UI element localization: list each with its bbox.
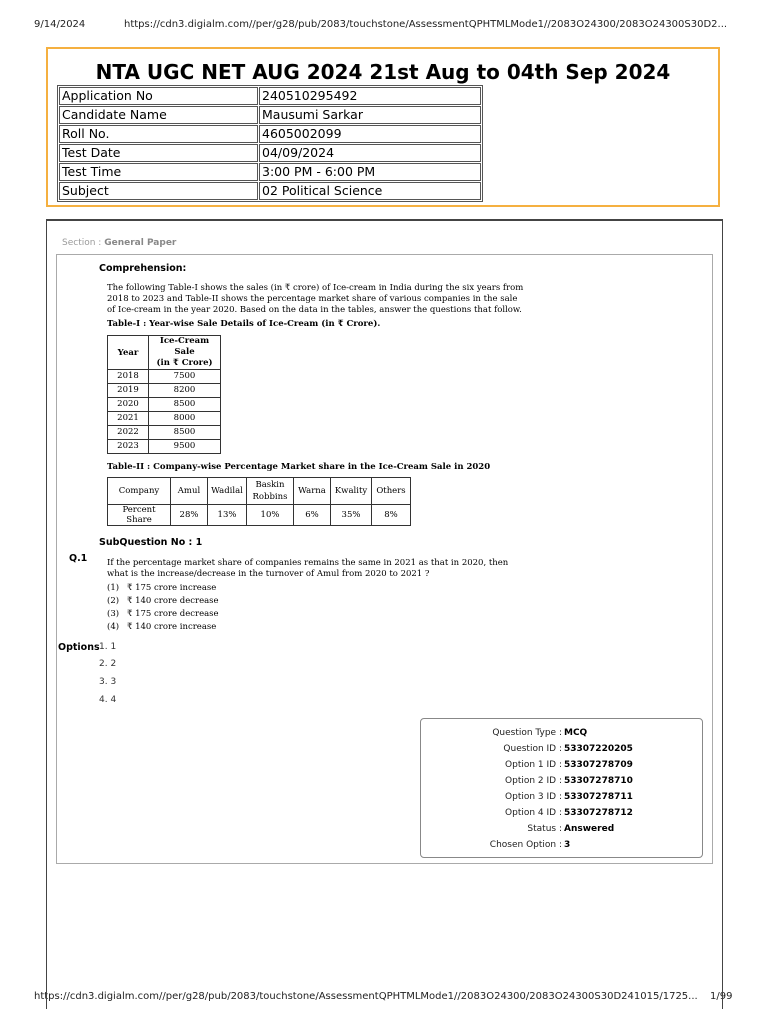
meta-row (421, 726, 704, 740)
col-header (247, 478, 294, 505)
col-header: Year (108, 336, 149, 370)
table-cell: 8500 (149, 426, 221, 440)
table-cell: 8200 (149, 384, 221, 398)
table-cell: 2018 (108, 370, 149, 384)
table-cell: 7500 (149, 370, 221, 384)
table-row (59, 182, 481, 200)
comprehension-text: The following Table-I shows the sales (in ₹ crore) of Ice-cream in India during the six years from 2018 to 2023 and Table-II shows the percentage market share of various companies in the sale of Ice-cream in the year 2020. Based on the data in the tables, answer the questions that follow. (107, 283, 524, 315)
table-row (59, 125, 481, 143)
meta-key: Option 3 ID : (505, 792, 562, 802)
meta-value: 53307278711 (564, 792, 633, 802)
comprehension-label: Comprehension: (99, 263, 187, 274)
table-header-row (108, 478, 411, 505)
question-text: If the percentage market share of companies remains the same in 2021 as that in 2020, then what is the increase/decrease in the turnover of Amul from 2020 to 2021 ? (107, 558, 509, 579)
col-header: Company (108, 478, 171, 505)
meta-key: Chosen Option : (489, 840, 562, 850)
col-header-line: Baskin (255, 480, 285, 490)
choice-text: ₹ 140 crore decrease (127, 596, 219, 606)
info-label: Test Date (59, 144, 258, 162)
info-value: 4605002099 (259, 125, 481, 143)
section-name: General Paper (104, 238, 177, 248)
col-header: Warna (294, 478, 331, 505)
meta-value: 53307278712 (564, 808, 633, 818)
question-choice (107, 609, 219, 619)
meta-key: Status : (527, 824, 562, 834)
option-item: 4. 4 (99, 695, 117, 705)
col-header (149, 336, 221, 370)
question-section (46, 219, 723, 1009)
exam-title: NTA UGC NET AUG 2024 21st Aug to 04th Sep 2024 (95, 60, 671, 84)
choice-text: ₹ 175 crore decrease (127, 609, 219, 619)
table-cell: 6% (294, 505, 331, 526)
candidate-info-table (57, 85, 483, 202)
page-number: 1/99 (710, 991, 733, 1002)
table-cell: 2020 (108, 398, 149, 412)
option-item: 2. 2 (99, 659, 117, 669)
meta-row (421, 838, 704, 852)
print-url-footer: https://cdn3.digialm.com//per/g28/pub/2083/touchstone/AssessmentQPHTMLMode1//2083O24300/2083O24300S30D241015/1725... (34, 991, 698, 1002)
table2-market-share (107, 477, 411, 526)
candidate-info-panel (46, 47, 720, 207)
table1-sales (107, 335, 221, 454)
choice-number: (3) (107, 609, 120, 619)
col-header-line: Ice-Cream Sale (159, 336, 210, 357)
meta-value: 53307220205 (564, 744, 633, 754)
meta-row (421, 822, 704, 836)
choice-text: ₹ 175 crore increase (127, 583, 217, 593)
info-value: 240510295492 (259, 87, 481, 105)
table-cell: 2023 (108, 440, 149, 454)
meta-row (421, 758, 704, 772)
table-cell: 13% (208, 505, 247, 526)
table-cell: 8000 (149, 412, 221, 426)
table-cell: Percent Share (108, 505, 171, 526)
option-item: 3. 3 (99, 677, 117, 687)
meta-row (421, 774, 704, 788)
meta-value: 3 (564, 840, 571, 850)
info-label: Roll No. (59, 125, 258, 143)
options-label: Options (58, 642, 100, 653)
print-url-header: https://cdn3.digialm.com//per/g28/pub/2083/touchstone/AssessmentQPHTMLMode1//2083O24300/2083O24300S30D2... (124, 19, 728, 30)
choice-number: (1) (107, 583, 120, 593)
table-cell: 9500 (149, 440, 221, 454)
info-label: Test Time (59, 163, 258, 181)
table-cell: 2022 (108, 426, 149, 440)
info-value: 04/09/2024 (259, 144, 481, 162)
meta-key: Option 1 ID : (505, 760, 562, 770)
info-label: Subject (59, 182, 258, 200)
subquestion-label: SubQuestion No : 1 (99, 537, 203, 548)
col-header: Amul (171, 478, 208, 505)
table-cell: 28% (171, 505, 208, 526)
meta-value: Answered (564, 824, 615, 834)
table-cell: 8% (372, 505, 411, 526)
table-row (108, 426, 221, 440)
table-row (108, 412, 221, 426)
info-value: Mausumi Sarkar (259, 106, 481, 124)
choice-number: (2) (107, 596, 120, 606)
col-header: Others (372, 478, 411, 505)
option-item: 1. 1 (99, 642, 117, 652)
info-value: 3:00 PM - 6:00 PM (259, 163, 481, 181)
meta-value: MCQ (564, 728, 588, 738)
meta-key: Option 2 ID : (505, 776, 562, 786)
table-row (59, 87, 481, 105)
question-choice (107, 622, 216, 632)
meta-row (421, 806, 704, 820)
meta-value: 53307278710 (564, 776, 633, 786)
table-header-row (108, 336, 221, 370)
table-row (59, 163, 481, 181)
section-prefix: Section : (62, 238, 102, 248)
question-number: Q.1 (69, 553, 88, 564)
table-row (108, 505, 411, 526)
table-cell: 35% (331, 505, 372, 526)
table2-caption: Table-II : Company-wise Percentage Market share in the Ice-Cream Sale in 2020 (107, 462, 491, 472)
info-label: Candidate Name (59, 106, 258, 124)
section-title (62, 238, 176, 248)
col-header-line: (in ₹ Crore) (156, 358, 213, 368)
meta-key: Option 4 ID : (505, 808, 562, 818)
table-row (59, 106, 481, 124)
col-header-line: Robbins (252, 492, 288, 502)
col-header: Kwality (331, 478, 372, 505)
question-choice (107, 583, 216, 593)
table-cell: 2021 (108, 412, 149, 426)
table-row (108, 370, 221, 384)
col-header: Wadilal (208, 478, 247, 505)
table-cell: 10% (247, 505, 294, 526)
meta-row (421, 742, 704, 756)
table-cell: 2019 (108, 384, 149, 398)
choice-text: ₹ 140 crore increase (127, 622, 217, 632)
table-row (108, 384, 221, 398)
meta-value: 53307278709 (564, 760, 633, 770)
meta-key: Question ID : (503, 744, 562, 754)
choice-number: (4) (107, 622, 120, 632)
print-date: 9/14/2024 (34, 19, 86, 30)
info-value: 02 Political Science (259, 182, 481, 200)
info-label: Application No (59, 87, 258, 105)
table-row (108, 398, 221, 412)
meta-row (421, 790, 704, 804)
question-panel (56, 254, 713, 864)
question-choice (107, 596, 219, 606)
table-row (59, 144, 481, 162)
table1-caption: Table-I : Year-wise Sale Details of Ice-Cream (in ₹ Crore). (107, 319, 381, 329)
meta-key: Question Type : (492, 728, 562, 738)
question-metadata-box (420, 718, 703, 858)
table-cell: 8500 (149, 398, 221, 412)
table-row (108, 440, 221, 454)
